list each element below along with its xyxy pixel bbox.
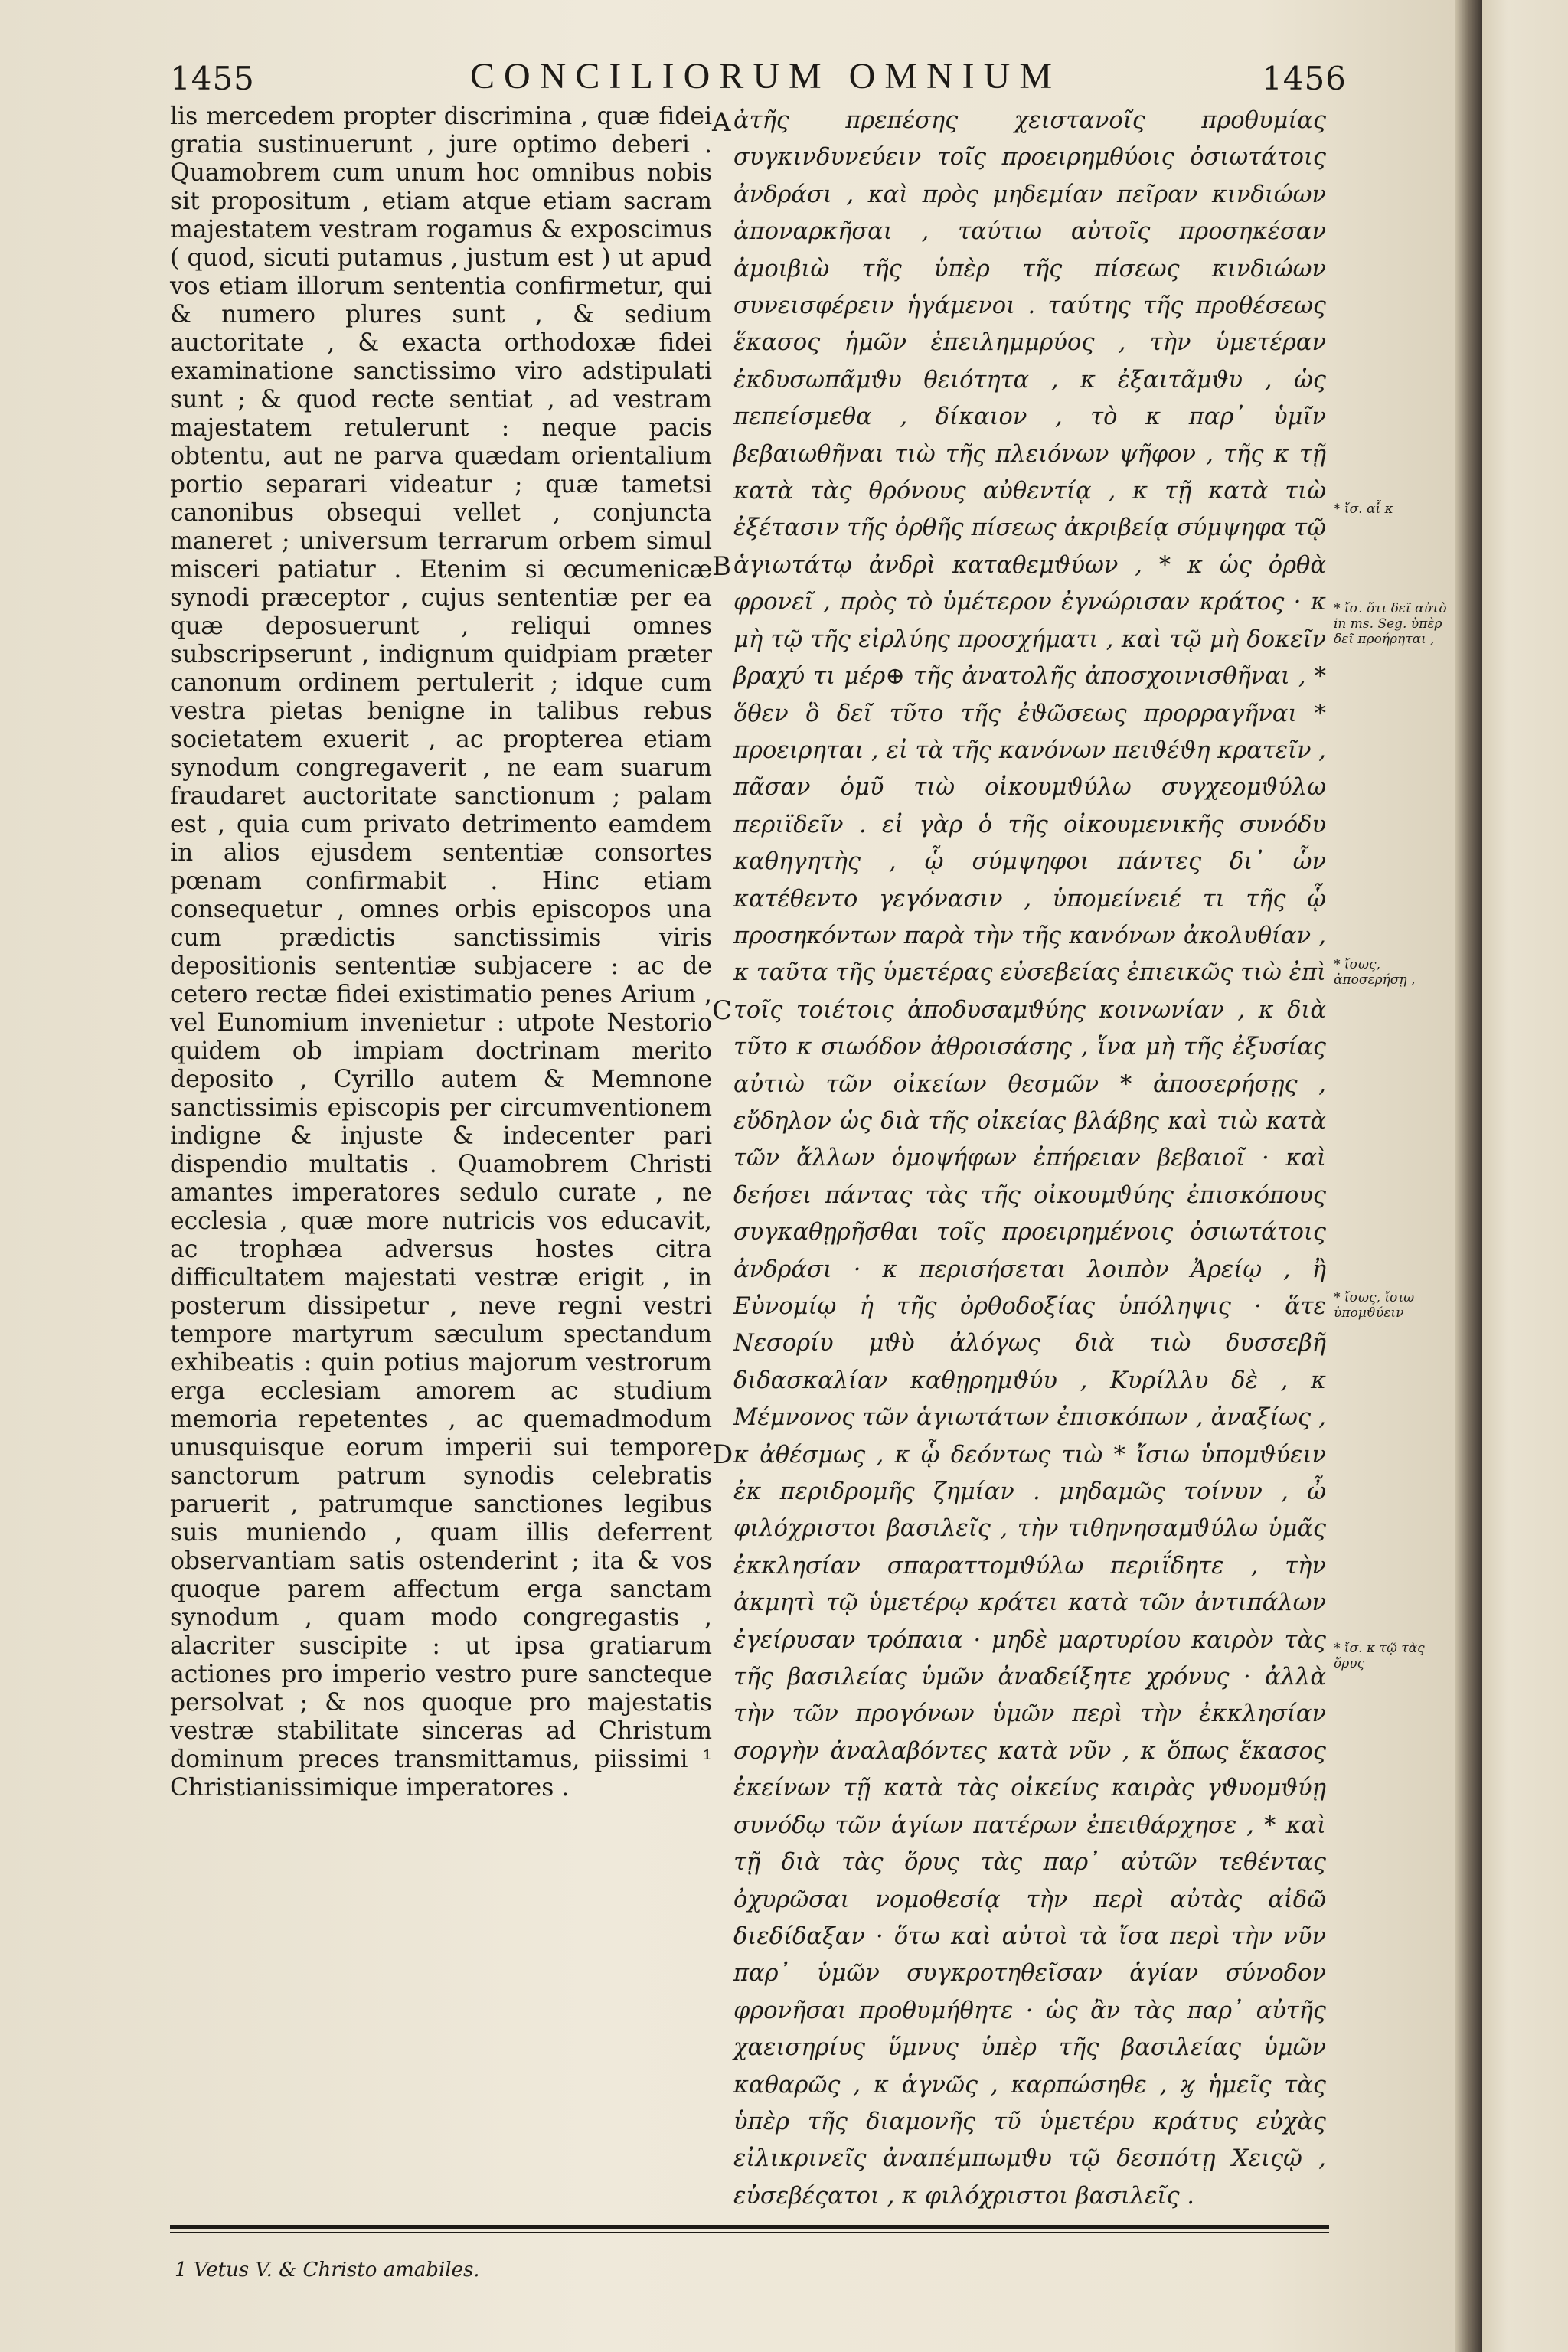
margin-note: * ἴσως, ἴσιω ὑπομϑύειν (1334, 1290, 1415, 1321)
section-letter-c: C (712, 995, 733, 1026)
latin-column (170, 103, 712, 1848)
margin-note: * ἴσως, ἀποσερήσῃ , (1334, 957, 1416, 988)
running-title: CONCILIORUM OMNIUM (469, 56, 1061, 96)
margin-note: * ἴσ. αἷ κ (1334, 501, 1393, 517)
book-gutter (1455, 0, 1482, 2352)
footnote-rule-thin (170, 2232, 1329, 2233)
greek-text: ἀτῆς πρεπέσης χειστανοῖς προθυμίας συγκινδυνεύειν τοῖς προειρημθύοις ὁσιωτάτοις ἀνδράσι , καὶ πρὸς μηδεμίαν πεῖραν κινδιώων ἀποναρκῆσαι , ταύτιω αὐτοῖς προσηκέσαν ἀμοιβιὼ τῆς ὑπὲρ τῆς πίσεως κινδιώων συνεισφέρειν ἡγάμενοι . ταύτης τῆς προθέσεως ἕκασος ἡμῶν ἐπειλημμρύος , τὴν ὑμετέραν ἐκδυσωπᾶμϑυ θειότητα , κ ἐξαιτᾶμϑυ , ὡς πεπείσμεθα , δίκαιον , τὸ κ παρ᾽ ὑμῖν βεβαιωθῆναι τιὼ τῆς πλειόνων ψῆφον , τῆς κ τῇ κατὰ τὰς θρόνους αὐθεντίᾳ , κ τῇ κατὰ τιὼ ἐξέτασιν τῆς ὀρθῆς πίσεως ἀκριβείᾳ σύμψηφα τῷ ἁγιωτάτῳ ἀνδρὶ καταθεμϑύων , * κ ὡς ὀρθὰ φρονεῖ , πρὸς τὸ ὑμέτερον ἐγνώρισαν κράτος · κ μὴ τῷ τῆς εἰρλύης προσχήματι , καὶ τῷ μὴ δοκεῖν βραχύ τι μέρ⊕ τῆς ἀνατολῆς ἀποσχοινισθῆναι , * ὅθεν ὃ δεῖ τῦτο τῆς ἐϑῶσεως προρραγῆναι * προειρηται , εἰ τὰ τῆς κανόνων πειϑέϑη κρατεῖν , πᾶσαν ὁμῦ τιὼ οἰκουμϑύλω συγχεομϑύλω περιϊδεῖν . εἰ γὰρ ὁ τῆς οἰκουμενικῆς συνόδυ καθηγητὴς , ᾧ σύμψηφοι πάντες δι᾽ ὧν κατέθεντο γεγόνασιν , ὑπομείνειέ τι τῆς ᾧ προσηκόντων παρὰ τὴν τῆς κανόνων ἀκολυθίαν , κ ταῦτα τῆς ὑμετέρας εὐσεβείας ἐπιεικῶς τιὼ ἐπὶ τοῖς τοιέτοις ἀποδυσαμϑύης κοινωνίαν , κ διὰ τῦτο κ σιωόδον ἀθροισάσης , ἵνα μὴ τῆς ἐξυσίας αὐτιὼ τῶν οἰκείων θεσμῶν * ἀποσερήσῃς , εὔδηλον ὡς διὰ τῆς οἰκείας βλάβης καὶ τιὼ κατὰ τῶν ἄλλων ὁμοψήφων ἐπήρειαν βεβαιοῖ · καὶ δεήσει πάντας τὰς τῆς οἰκουμϑύης ἐπισκόπους συγκαθῃρῆσθαι τοῖς προειρημένοις ὁσιωτάτοις ἀνδράσι · κ περισήσεται λοιπὸν Ἀρείῳ , ἢ Εὐνομίῳ ἡ τῆς ὀρθοδοξίας ὑπόληψις · ἅτε Νεσορίυ μϑὺ ἀλόγως διὰ τιὼ δυσσεβῆ διδασκαλίαν καθῃρημϑύυ , Κυρίλλυ δὲ , κ Μέμνονος τῶν ἁγιωτάτων ἐπισκόπων , ἀναξίως , κ ἀθέσμως , κ ᾧ δεόντως τιὼ * ἴσιω ὑπομϑύειν ἐκ περιδρομῆς ζημίαν . μηδαμῶς τοίνυν , ὦ φιλόχριστοι βασιλεῖς , τὴν τιθηνησαμϑύλω ὑμᾶς ἐκκλησίαν σπαραττομϑύλω περιΐδητε , τὴν ἀκμητὶ τῷ ὑμετέρῳ κράτει κατὰ τῶν ἀντιπάλων ἐγείρυσαν τρόπαια · μηδὲ μαρτυρίου καιρὸν τὰς τῆς βασιλείας ὑμῶν ἀναδείξητε χρόνυς · ἀλλὰ τὴν τῶν προγόνων ὑμῶν περὶ τὴν ἐκκλησίαν σοργὴν ἀναλαβόντες κατὰ νῦν , κ ὅπως ἕκασος ἐκείνων τῇ κατὰ τὰς οἰκείυς καιρὰς γϑυομϑύῃ συνόδῳ τῶν ἁγίων πατέρων ἐπειθάρχησε , * καὶ τῇ διὰ τὰς ὅρυς τὰς παρ᾽ αὐτῶν τεθέντας ὀχυρῶσαι νομοθεσίᾳ τὴν περὶ αὐτὰς αἰδῶ διεδίδαξαν · ὅτω καὶ αὐτοὶ τὰ ἴσα περὶ τὴν νῦν παρ᾽ ὑμῶν συγκροτηθεῖσαν ἁγίαν σύνοδον φρονῆσαι προθυμήθητε · ὡς ἂν τὰς παρ᾽ αὐτῆς χαεισηρίυς ὕμνυς ὑπὲρ τῆς βασιλείας ὑμῶν καθαρῶς , κ ἁγνῶς , καρπώσηθε , ϗ ἡμεῖς τὰς ὑπὲρ τῆς διαμονῆς τῦ ὑμετέρυ κράτυς εὐχὰς εἰλικρινεῖς ἀναπέμπωμϑυ τῷ δεσπότῃ Χειςῷ , εὐσεβέςατοι , κ φιλόχριστοι βασιλεῖς . (733, 107, 1326, 2210)
section-letter-d: D (712, 1439, 733, 1470)
page-number-right: 1456 (1262, 60, 1347, 97)
margin-note: * ἴσ. ὅτι δεῖ αὐτὸ in ms. Seg. ὑπὲρ δεῖ προήρηται , (1334, 601, 1447, 647)
margin-note: * ἴσ. κ τῷ τὰς ὅρυς (1334, 1641, 1425, 1671)
greek-column (733, 103, 1326, 2210)
footnote-rule (170, 2225, 1329, 2229)
section-letter-b: B (712, 551, 731, 582)
adjacent-page-edge (1482, 0, 1568, 2352)
latin-text: lis mercedem propter discrimina , quæ fidei gratia sustinuerunt , jure optimo deberi . Quamobrem cum unum hoc omnibus nobis sit propositum , etiam atque etiam sacram majestatem vestram rogamus & exposcimus ( quod, sicuti putamus , justum est ) ut apud vos etiam illorum sententia confirmetur, qui & numero plures sunt , & sedium auctoritate , & exacta orthodoxæ fidei examinatione sanctissimo viro adstipulati sunt ; & quod recte sentiat , ad vestram majestatem retulerunt : neque pacis obtentu, aut ne parva quædam orientalium portio separari videatur ; quæ tametsi canonibus obsequi vellet , conjuncta maneret ; universum terrarum orbem simul misceri patiatur . Etenim si œcumenicæ synodi præceptor , cujus sententiæ per ea quæ deposuerunt , reliqui omnes subscripserunt , indignum quidpiam præter canonum ordinem pertulerit ; idque cum vestra pietas benigne in talibus rebus societatem exuerit , ac propterea etiam synodum congregaverit , ne eam suarum fraudaret auctoritate sanctionum ; palam est , quia cum privato detrimento eamdem in alios ejusdem sententiæ consortes pœnam confirmabit . Hinc etiam consequetur , omnes orbis episcopos una cum prædictis sanctissimis viris depositionis sententiæ subjacere : ac de cetero rectæ fidei existimatio penes Arium , vel Eunomium invenietur : utpote Nestorio quidem ob impiam doctrinam merito deposito , Cyrillo autem & Memnone sanctissimis episcopis per circumventionem indigne & injuste & indecenter pari dispendio multatis . Quamobrem Christi amantes imperatores sedulo curate , ne ecclesia , quæ more nutricis vos educavit, ac trophæa adversus hostes citra difficultatem majestati vestræ erigit , in posterum dissipetur , neve regni vestri tempore martyrum sæculum spectandum exhibeatis : quin potius majorum vestrorum erga ecclesiam amorem ac studium memoria repetentes , ac quemadmodum unusquisque eorum imperii sui tempore sanctorum patrum synodis celebratis paruerit , patrumque sanctiones legibus suis muniendo , quam illis deferrent observantiam satis ostenderint ; ita & vos quoque parem affectum erga sanctam synodum , quam modo congregastis , alacriter suscipite : ut ipsa gratiarum actiones pro imperio vestro pure sancteque persolvat ; & nos quoque pro majestatis vestræ stabilitate sinceras ad Christum dominum preces transmittamus, piissimi ¹ Christianissimique imperatores . (170, 103, 712, 1802)
section-letter-a: A (712, 107, 731, 138)
page-number-left: 1455 (170, 60, 255, 97)
footnote: 1 Vetus V. & Christo amabiles. (175, 2259, 480, 2282)
